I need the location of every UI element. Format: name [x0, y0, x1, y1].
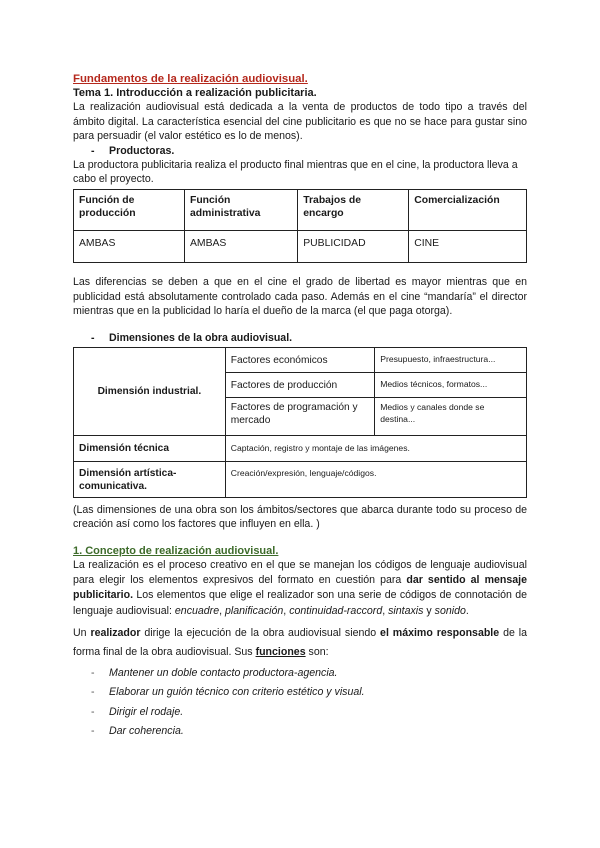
document-heading: Fundamentos de la realización audiovisual. — [73, 73, 308, 85]
table-header-cell: Trabajos de encargo — [298, 189, 409, 230]
dimension-artistica-desc: Creación/expresión, lenguaje/códigos. — [225, 461, 526, 497]
dimensiones-table — [73, 347, 527, 498]
list-item: - Mantener un doble contacto productora-agencia. — [91, 666, 338, 679]
factor-desc: Medios y canales donde se destina... — [375, 397, 527, 435]
list-item: - Dirigir el rodaje. — [91, 705, 184, 718]
productoras-bullet — [73, 144, 527, 158]
factor-name: Factores de producción — [225, 372, 374, 397]
emphasis-text: dar sentido al mensaje publicitario. — [73, 574, 527, 602]
dimension-industrial-label: Dimensión industrial. — [74, 347, 226, 435]
productoras-table — [73, 189, 527, 263]
list-item: - Dar coherencia. — [91, 725, 184, 738]
table-cell: AMBAS — [184, 230, 297, 262]
factor-name: Factores de programación y mercado — [225, 397, 374, 435]
dimensiones-note: (Las dimensiones de una obra son los ámbitos/sectores que abarca durante todo su proceso de creación así como los factores que influyen en ella. ) — [73, 503, 527, 531]
functions-list — [73, 664, 527, 742]
table-cell: PUBLICIDAD — [298, 230, 409, 262]
dimension-tecnica-label: Dimensión técnica — [74, 435, 226, 461]
diferencias-paragraph: Las diferencias se deben a que en el cine el grado de libertad es mayor mientras que en publicidad está absolutamente controlado cada paso. Además en el cine “mandaría” el director mientras que en la publicidad lo haría el dueño de la marca (el que paga otorga). — [73, 275, 527, 318]
emphasis-text: funciones — [255, 645, 306, 658]
productoras-paragraph: La productora publicitaria realiza el producto final mientras que en el cine, la productora lleva a cabo el proyecto. — [73, 158, 518, 186]
topic-title: Tema 1. Introducción a realización publicitaria. — [73, 87, 317, 99]
productoras-label: Productoras. — [109, 144, 175, 157]
dimensiones-label: Dimensiones de la obra audiovisual. — [109, 331, 293, 344]
intro-paragraph: La realización audiovisual está dedicada a la venta de productos de todo tipo a través del ámbito digital. La característica esencial del cine publicitario es que no se hace para gustar sino para persuadir (el valor estético es lo de menos). — [73, 101, 527, 143]
bullet-dash: - — [91, 144, 95, 157]
emphasis-text: realizador — [90, 626, 141, 639]
table-cell: AMBAS — [74, 230, 185, 262]
table-header-cell: Comercialización — [409, 189, 527, 230]
table-header-cell: Función de producción — [74, 189, 185, 230]
dimension-artistica-label: Dimensión artística-comunicativa. — [74, 461, 226, 497]
emphasis-text: el máximo responsable — [380, 626, 500, 639]
factor-desc: Presupuesto, infraestructura... — [375, 347, 527, 372]
table-cell: CINE — [409, 230, 527, 262]
dimension-tecnica-desc: Captación, registro y montaje de las imágenes. — [225, 435, 526, 461]
realizador-paragraph: Un realizador dirige la ejecución de la obra audiovisual siendo el máximo responsable de la forma final de la obra audiovisual. Sus funciones son: — [73, 626, 528, 658]
factor-desc: Medios técnicos, formatos... — [375, 372, 527, 397]
table-header-cell: Función administrativa — [184, 189, 297, 230]
bullet-dash: - — [91, 331, 95, 344]
dimensiones-bullet — [73, 331, 527, 345]
list-item: - Elaborar un guión técnico con criterio estético y visual. — [91, 686, 365, 699]
document-page — [73, 72, 527, 742]
factor-name: Factores económicos — [225, 347, 374, 372]
concepto-paragraph: La realización es el proceso creativo en el que se manejan los códigos de lenguaje audiovisual para elegir los elementos expresivos del formato en cuestión para dar sentido al mensaje publicitario. Los elementos que elige el realizador son una serie de códigos de connotación de lenguaje audiovisual: encuadre, planificación, continuidad-raccord, sintaxis y sonido. — [73, 558, 527, 617]
concepto-title: 1. Concepto de realización audiovisual. — [73, 544, 279, 557]
